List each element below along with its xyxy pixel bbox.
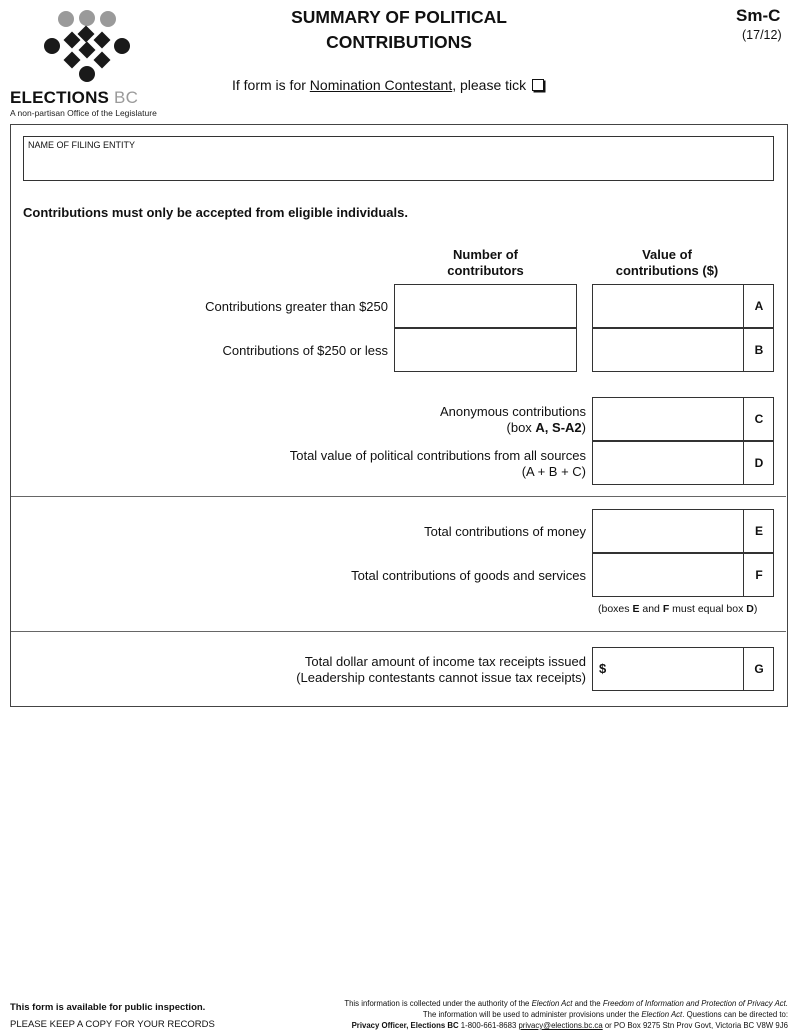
elections-bc-logo [10,8,170,120]
form-title: SUMMARY OF POLITICAL CONTRIBUTIONS [291,7,507,52]
dollar-sign: $ [599,661,607,676]
row-g-value-field[interactable] [592,647,774,691]
boxes-ef-note: (boxes E and F must equal box D) [598,603,758,615]
section-divider-1 [11,496,786,497]
keep-copy-note: PLEASE KEEP A COPY FOR YOUR RECORDS [10,1019,215,1030]
box-letter-e: E [743,510,774,552]
row-d-value-field[interactable] [592,441,774,485]
row-f-value-field[interactable] [592,553,774,597]
box-letter-b: B [743,329,774,371]
row-d-label: Total value of political contributions from all sources (A + B + C) [289,448,586,479]
filing-entity-field[interactable] [23,136,774,181]
box-letter-a: A [743,285,774,327]
privacy-email-link[interactable]: privacy@elections.bc.ca [518,1021,603,1030]
eligibility-note: Contributions must only be accepted from eligible individuals. [23,205,408,220]
box-letter-c: C [743,398,774,440]
nomination-line: If form is for Nomination Contestant, please tick [232,77,544,93]
box-letter-d: D [743,442,774,484]
box-letter-g: G [743,648,774,690]
filing-entity-label: NAME OF FILING ENTITY [28,140,136,150]
box-letter-f: F [743,554,774,596]
row-c-value-field[interactable] [592,397,774,441]
form-version: (17/12) [742,28,782,42]
privacy-notice: This information is collected under the authority of the Election Act and the Freedom of Information and Protection of Privacy Act. The information will be used to administer provisions under the Election Act. Questions can be directed to: Privacy Officer, Elections BC 1-800-661-8683 privacy@elections.bc.ca or PO Box 9275 Stn Prov Govt, Victoria BC V8W 9J6 [344,999,788,1030]
row-f-label: Total contributions of goods and services [351,568,586,583]
row-a-label: Contributions greater than $250 [205,299,388,314]
row-e-label: Total contributions of money [424,524,586,539]
value-of-contributions-header: Value of contributions ($) [615,247,719,278]
nomination-contestant-checkbox[interactable] [532,79,544,91]
row-e-value-field[interactable] [592,509,774,553]
section-divider-2 [11,631,786,632]
row-c-label: Anonymous contributions (box A, S-A2) [440,404,586,435]
row-a-count-field[interactable] [394,284,577,328]
row-b-label: Contributions of $250 or less [222,343,388,358]
row-g-label: Total dollar amount of income tax receipts issued (Leadership contestants cannot issue tax receipts) [296,654,586,685]
form-code: Sm-C [736,6,781,25]
logo-wordmark: ELECTIONS BC [10,88,139,107]
public-inspection-note: This form is available for public inspection. [10,1002,206,1013]
row-b-count-field[interactable] [394,328,577,372]
number-of-contributors-header: Number of contributors [447,247,524,278]
logo-tagline: A non-partisan Office of the Legislature [10,108,157,118]
logo-mark-icon [42,8,132,88]
row-a-value-field[interactable] [592,284,774,328]
row-b-value-field[interactable] [592,328,774,372]
